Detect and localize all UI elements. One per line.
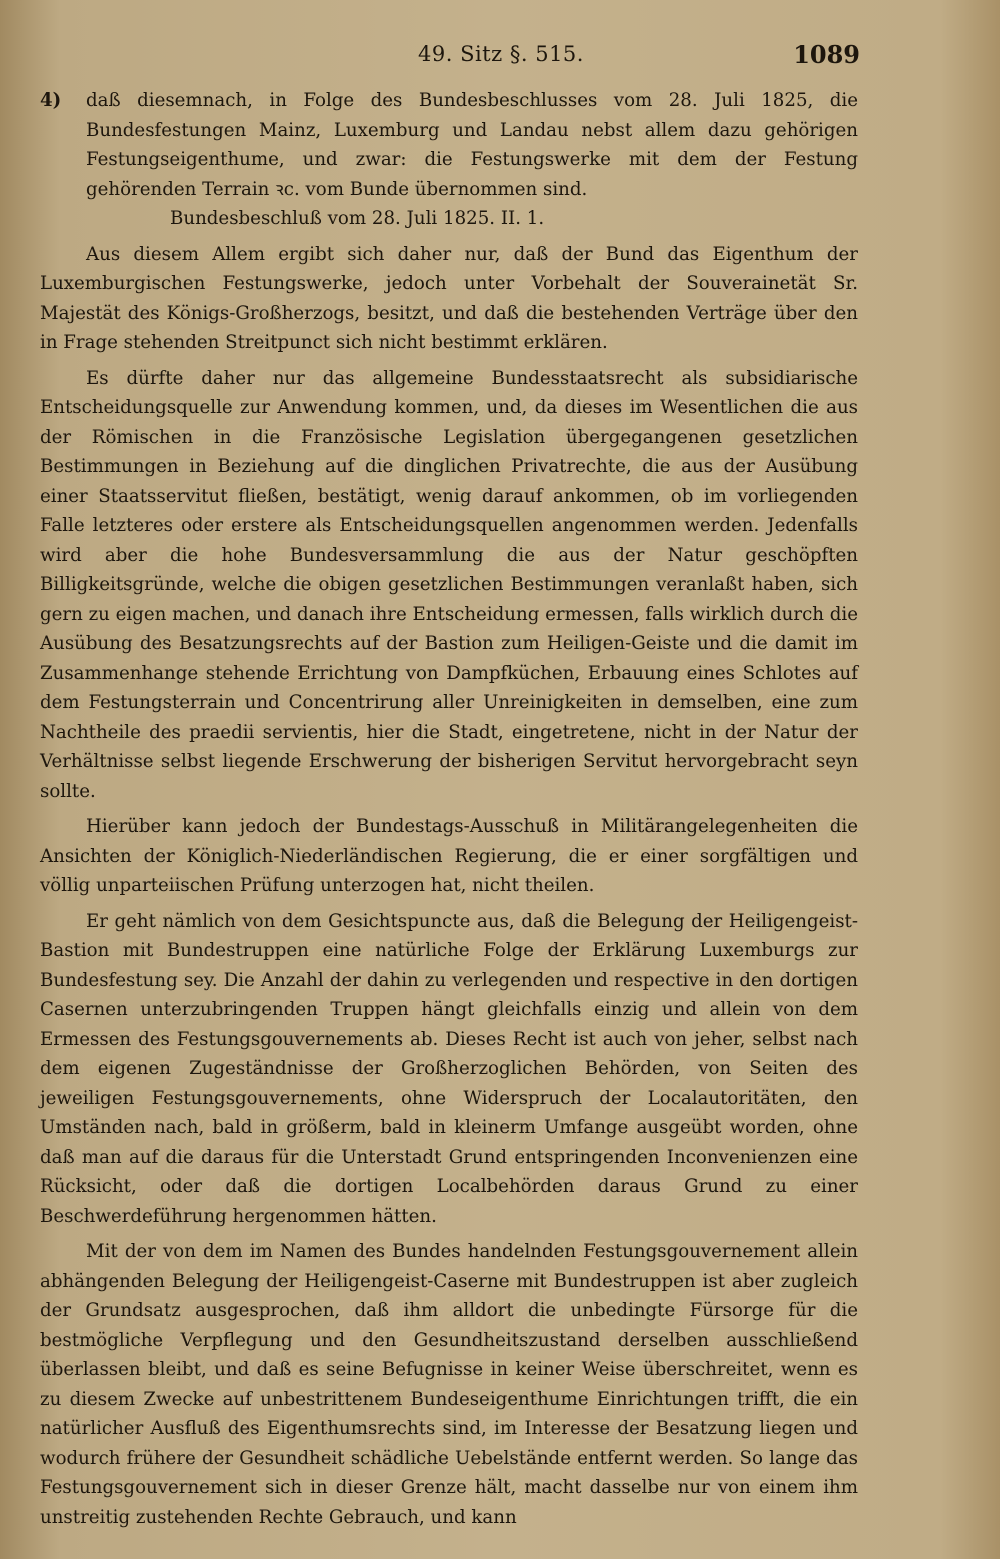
reference-line: Bundesbeschluß vom 28. Juli 1825. II. 1. <box>170 208 545 229</box>
running-head: 49. Sitz §. 515. <box>418 42 584 66</box>
list-item-4 <box>40 86 858 204</box>
page-body <box>40 86 858 1532</box>
paragraph: Mit der von dem im Namen des Bundes handelnden Festungsgouvernement allein abhängenden Belegung der Heiligengeist-Caserne mit Bundestruppen ist aber zugleich der Grundsatz ausgesprochen, daß ihm alldort die unbedingte Fürsorge für die bestmögliche Verpflegung und den Gesundheitszustand derselben ausschließend überlassen bleibt, und daß es seine Befugnisse in keiner Weise überschreitet, wenn es zu diesem Zwecke auf unbestrittenem Bundeseigenthume Einrichtungen trifft, die ein natürlicher Ausfluß des Eigenthumsrechts sind, im Interesse der Besatzung liegen und wodurch frühere der Gesundheit schädliche Uebelstände entfernt werden. So lange das Festungsgouvernement sich in dieser Grenze hält, macht dasselbe nur von einem ihm unstreitig zustehenden Rechte Gebrauch, und kann <box>40 1241 858 1528</box>
paragraph: Aus diesem Allem ergibt sich daher nur, daß der Bund das Eigenthum der Luxemburgischen Festungswerke, jedoch unter Vorbehalt der Souverainetät Sr. Majestät des Königs-Großherzogs, besitzt, und daß die bestehenden Verträge über den in Frage stehenden Streitpunct sich nicht bestimmt erklären. <box>40 243 858 353</box>
list-item-text: daß diesemnach, in Folge des Bundesbeschlusses vom 28. Juli 1825, die Bundesfestungen Mainz, Luxemburg und Landau nebst allem dazu gehörigen Festungseigenthume, und zwar: die Festungswerke mit dem der Festung gehörenden Terrain ꝛc. vom Bunde übernommen sind. <box>86 90 858 200</box>
page-number: 1089 <box>793 40 860 69</box>
list-item-number: 4) <box>40 90 62 111</box>
paragraph: Es dürfte daher nur das allgemeine Bundesstaatsrecht als subsidiarische Entscheidungsquelle zur Anwendung kommen, und, da dieses im Wesentlichen die aus der Römischen in die Französische Legislation übergegangenen gesetzlichen Bestimmungen in Beziehung auf die dinglichen Privatrechte, die aus der Ausübung einer Staatsservitut fließen, bestätigt, wenig darauf ankommen, ob im vorliegenden Falle letzteres oder erstere als Entscheidungsquellen angenommen werden. Jedenfalls wird aber die hohe Bundesversammlung die aus der Natur geschöpften Billigkeitsgründe, welche die obigen gesetzlichen Bestimmungen veranlaßt haben, sich gern zu eigen machen, und danach ihre Entscheidung ermessen, falls wirklich durch die Ausübung des Besatzungsrechts auf der Bastion zum Heiligen-Geiste und die damit im Zusammenhange stehende Errichtung von Dampfküchen, Erbauung eines Schlotes auf dem Festungsterrain und Concentrirung aller Unreinigkeiten in demselben, eine zum Nachtheile des praedii servientis, hier die Stadt, eingetretene, nicht in der Natur der Verhältnisse selbst liegende Erschwerung der bisherigen Servitut hervorgebracht seyn sollte. <box>40 367 858 802</box>
page-header <box>40 40 860 76</box>
paragraph: Hierüber kann jedoch der Bundestags-Ausschuß in Militärangelegenheiten die Ansichten der Königlich-Niederländischen Regierung, die er einer sorgfältigen und völlig unparteiischen Prüfung unterzogen hat, nicht theilen. <box>40 816 858 896</box>
paragraph: Er geht nämlich von dem Gesichtspuncte aus, daß die Belegung der Heiligengeist-Bastion mit Bundestruppen eine natürliche Folge der Erklärung Luxemburgs zur Bundesfestung sey. Die Anzahl der dahin zu verlegenden und respective in den dortigen Casernen unterzubringenden Truppen hängt gleichfalls einzig und allein von dem Ermessen des Festungsgouvernements ab. Dieses Recht ist auch von jeher, selbst nach dem eigenen Zugeständnisse der Großherzoglichen Behörden, von Seiten des jeweiligen Festungsgouvernements, ohne Widerspruch der Localautoritäten, den Umständen nach, bald in größerm, bald in kleinerm Umfange ausgeübt worden, ohne daß man auf die daraus für die Unterstadt Grund entspringenden Inconvenienzen eine Rücksicht, oder daß die dortigen Localbehörden daraus Grund zu einer Beschwerdeführung hergenommen hätten. <box>40 910 858 1227</box>
